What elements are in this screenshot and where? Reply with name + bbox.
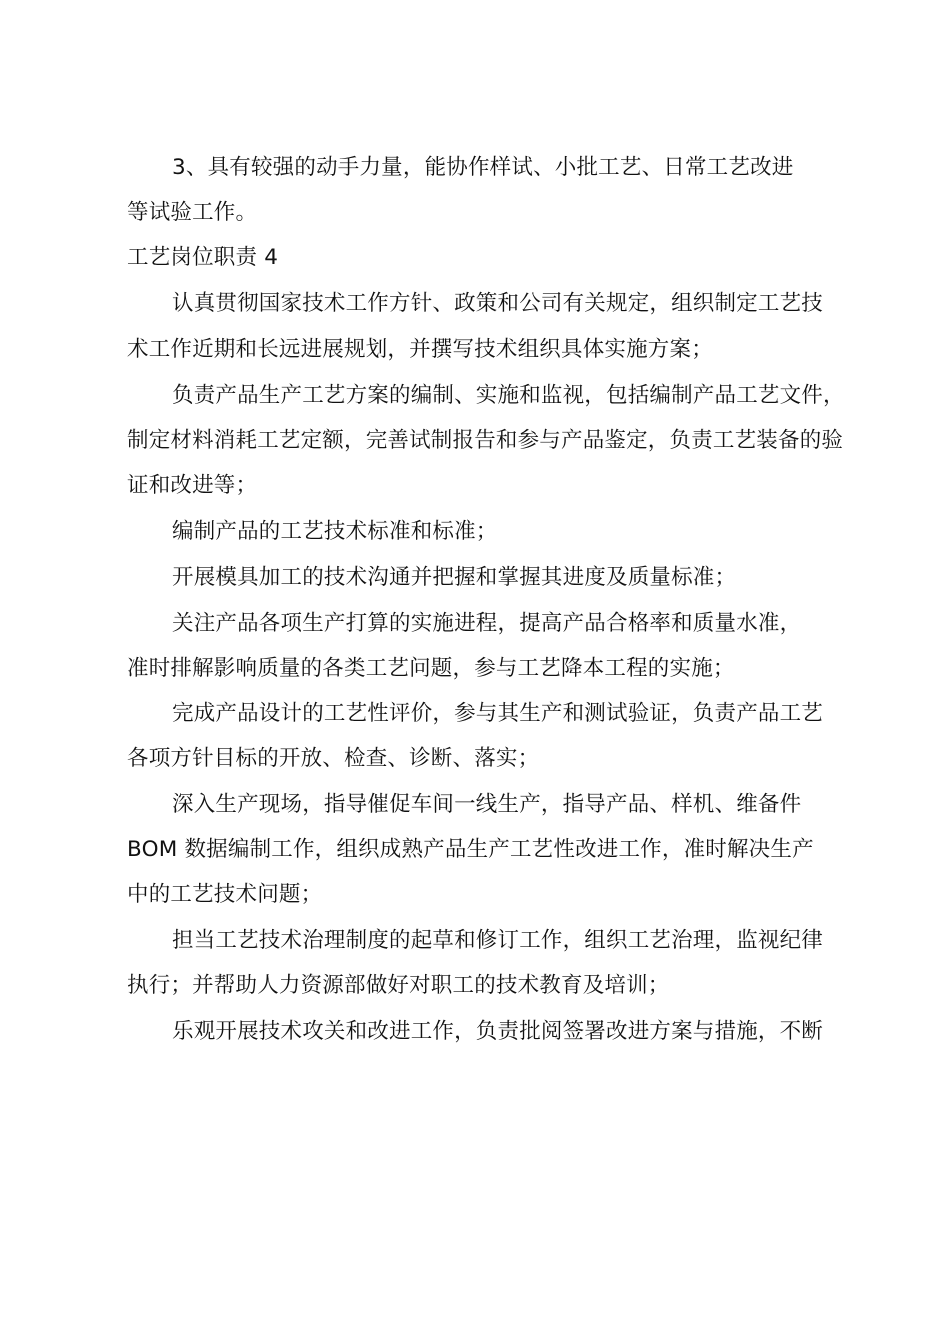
- text-line: 术工作近期和长远进展规划，并撰写技术组织具体实施方案；: [127, 337, 713, 362]
- text-line: 乐观开展技术攻关和改进工作，负责批阅签署改进方案与措施，不断: [172, 1019, 824, 1044]
- text-line: BOM 数据编制工作，组织成熟产品生产工艺性改进工作，准时解决生产: [127, 837, 814, 862]
- text-line: 担当工艺技术治理制度的起草和修订工作，组织工艺治理，监视纪律: [172, 928, 824, 953]
- text-line: 负责产品生产工艺方案的编制、实施和监视，包括编制产品工艺文件，: [172, 383, 845, 408]
- text-line: 各项方针目标的开放、检查、诊断、落实；: [127, 746, 540, 771]
- text-line: 执行；并帮助人力资源部做好对职工的技术教育及培训；: [127, 973, 670, 998]
- text-line: 深入生产现场，指导催促车间一线生产，指导产品、样机、维备件: [172, 792, 802, 817]
- text-line: 等试验工作。: [127, 200, 258, 225]
- section-heading: 工艺岗位职责 4: [127, 245, 279, 270]
- text-line: 完成产品设计的工艺性评价，参与其生产和测试验证，负责产品工艺: [172, 701, 824, 726]
- text-line: 证和改进等；: [127, 473, 258, 498]
- text-line: 准时排解影响质量的各类工艺问题，参与工艺降本工程的实施；: [127, 656, 735, 681]
- text-line: 关注产品各项生产打算的实施进程，提高产品合格率和质量水准，: [172, 611, 802, 636]
- text-line: 中的工艺技术问题；: [127, 882, 323, 907]
- text-line: 制定材料消耗工艺定额，完善试制报告和参与产品鉴定，负责工艺装备的验: [127, 428, 844, 453]
- text-line: 编制产品的工艺技术标准和标准；: [172, 519, 498, 544]
- text-line: 认真贯彻国家技术工作方针、政策和公司有关规定，组织制定工艺技: [172, 291, 824, 316]
- text-line: 3、具有较强的动手力量，能协作样试、小批工艺、日常工艺改进: [172, 155, 794, 180]
- text-line: 开展模具加工的技术沟通并把握和掌握其进度及质量标准；: [172, 565, 737, 590]
